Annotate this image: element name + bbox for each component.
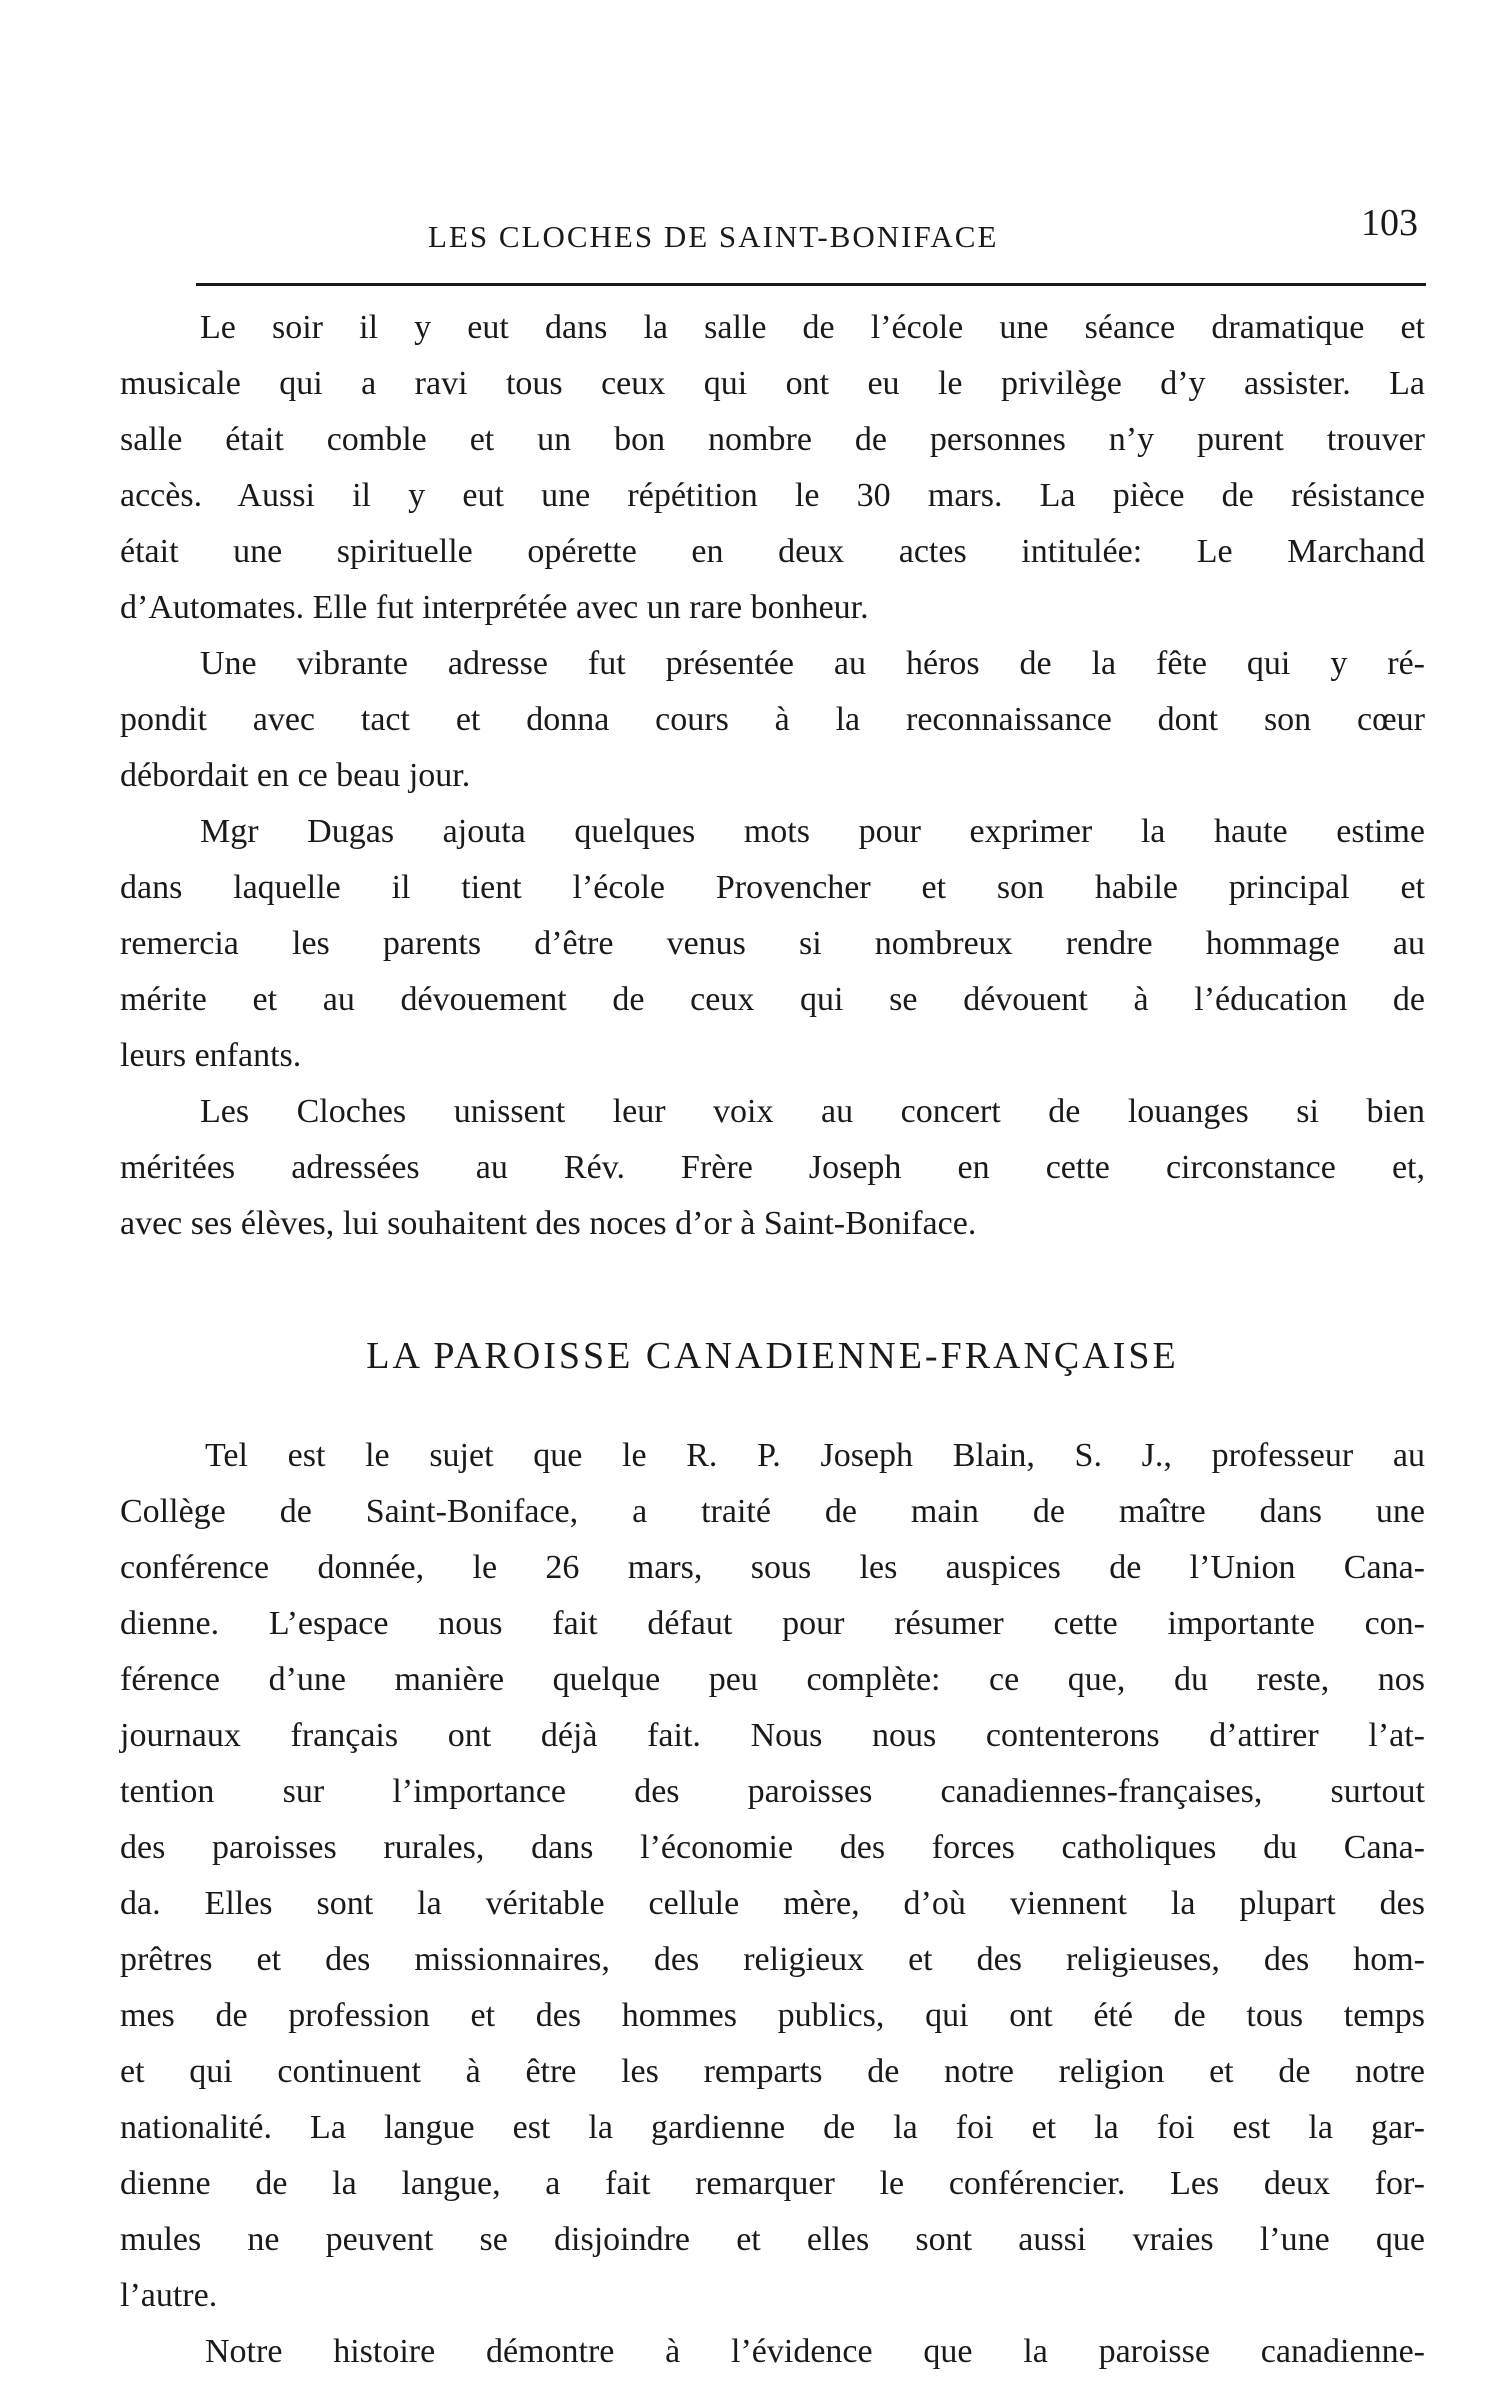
text-line: prêtres et des missionnaires, des religieux et des religieuses, des hom- [120, 1941, 1425, 1978]
body-text [120, 300, 1425, 2380]
text-line: mes de profession et des hommes publics, qui ont été de tous temps [120, 1997, 1425, 2034]
paragraph [120, 1084, 1425, 1252]
text-line: pondit avec tact et donna cours à la reconnaissance dont son cœur [120, 701, 1425, 738]
text-line: nationalité. La langue est la gardienne de la foi et la foi est la gar- [120, 2109, 1425, 2146]
page-number: 103 [1361, 202, 1418, 244]
paragraph [120, 804, 1425, 1084]
text-line: Une vibrante adresse fut présentée au héros de la fête qui y ré- [200, 645, 1425, 682]
text-line: Notre histoire démontre à l’évidence que la paroisse canadienne- [205, 2333, 1425, 2370]
text-line: musicale qui a ravi tous ceux qui ont eu le privilège d’y assister. La [120, 365, 1425, 402]
text-line: férence d’une manière quelque peu complète: ce que, du reste, nos [120, 1661, 1425, 1698]
text-line: dienne de la langue, a fait remarquer le conférencier. Les deux for- [120, 2165, 1425, 2202]
paragraph [120, 2324, 1425, 2380]
text-line: mules ne peuvent se disjoindre et elles sont aussi vraies l’une que [120, 2221, 1425, 2258]
text-line: Tel est le sujet que le R. P. Joseph Blain, S. J., professeur au [205, 1437, 1425, 1474]
text-line: Collège de Saint-Boniface, a traité de main de maître dans une [120, 1493, 1425, 1530]
paragraph [120, 1428, 1425, 2324]
text-line: leurs enfants. [120, 1037, 302, 1074]
text-line: dienne. L’espace nous fait défaut pour résumer cette importante con- [120, 1605, 1425, 1642]
running-title: LES CLOCHES DE SAINT-BONIFACE [428, 219, 999, 254]
text-line: tention sur l’importance des paroisses canadiennes-françaises, surtout [120, 1773, 1425, 1810]
text-line: d’Automates. Elle fut interprétée avec un rare bonheur. [120, 589, 869, 626]
text-line: mérite et au dévouement de ceux qui se dévouent à l’éducation de [120, 981, 1425, 1018]
paragraph [120, 636, 1425, 804]
header-rule [196, 283, 1426, 286]
text-line: avec ses élèves, lui souhaitent des noces d’or à Saint-Boniface. [120, 1205, 977, 1242]
text-line: Mgr Dugas ajouta quelques mots pour exprimer la haute estime [200, 813, 1425, 850]
text-line: Le soir il y eut dans la salle de l’école une séance dramatique et [200, 309, 1425, 346]
text-line: méritées adressées au Rév. Frère Joseph en cette circonstance et, [120, 1149, 1425, 1186]
text-line: et qui continuent à être les remparts de notre religion et de notre [120, 2053, 1425, 2090]
text-line: da. Elles sont la véritable cellule mère, d’où viennent la plupart des [120, 1885, 1425, 1922]
text-line: Les Cloches unissent leur voix au concert de louanges si bien [200, 1093, 1425, 1130]
running-head [200, 195, 1430, 255]
text-line: dans laquelle il tient l’école Provencher et son habile principal et [120, 869, 1425, 906]
text-line: l’autre. [120, 2277, 218, 2314]
text-line: conférence donnée, le 26 mars, sous les auspices de l’Union Cana- [120, 1549, 1425, 1586]
spacer [120, 1252, 1425, 1312]
section-title: LA PAROISSE CANADIENNE-FRANÇAISE [366, 1335, 1179, 1377]
text-line: des paroisses rurales, dans l’économie des forces catholiques du Cana- [120, 1829, 1425, 1866]
text-line: remercia les parents d’être venus si nombreux rendre hommage au [120, 925, 1425, 962]
text-line: débordait en ce beau jour. [120, 757, 471, 794]
text-line: accès. Aussi il y eut une répétition le 30 mars. La pièce de résistance [120, 477, 1425, 514]
text-line: salle était comble et un bon nombre de personnes n’y purent trouver [120, 421, 1425, 458]
text-line: journaux français ont déjà fait. Nous nous contenterons d’attirer l’at- [120, 1717, 1425, 1754]
paragraph [120, 300, 1425, 636]
text-line: était une spirituelle opérette en deux actes intitulée: Le Marchand [120, 533, 1425, 570]
spacer [120, 1400, 1425, 1428]
